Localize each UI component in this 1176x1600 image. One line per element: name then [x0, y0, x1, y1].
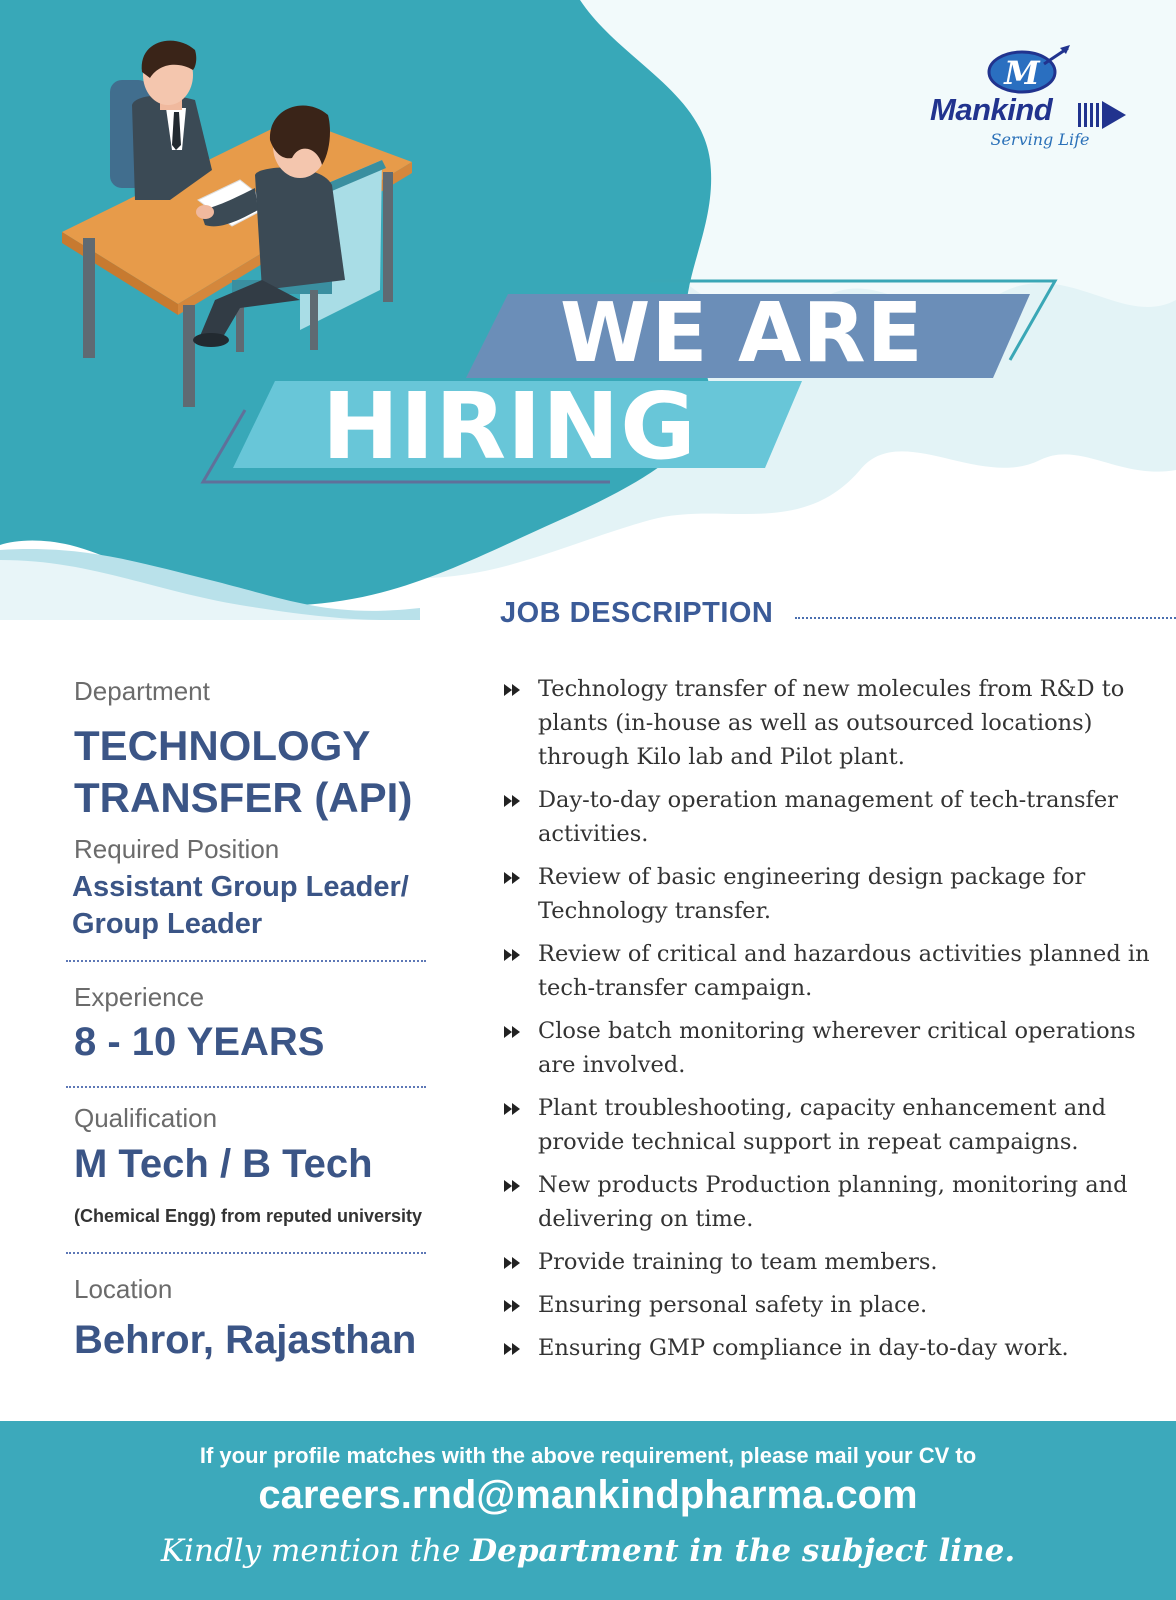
footer-subject-note [0, 1533, 1176, 1569]
qualification-note: (Chemical Engg) from reputed university [74, 1206, 423, 1226]
duty-text: Plant troubleshooting, capacity enhancement and provide technical support in repeat campaigns. [538, 1095, 1107, 1155]
duty-text: Technology transfer of new molecules from R&D to plants (in-house as well as outsourced locations) through Kilo lab and Pilot plant. [538, 676, 1125, 770]
duty-item [500, 1091, 1160, 1159]
experience-label: Experience [74, 982, 205, 1012]
duty-item [500, 937, 1160, 1005]
double-chevron-right-icon [504, 684, 524, 696]
location-label: Location [74, 1274, 173, 1304]
experience-value: 8 - 10 YEARS [74, 1020, 325, 1064]
duty-text: New products Production planning, monitoring and delivering on time. [538, 1172, 1128, 1232]
double-chevron-right-icon [504, 1300, 524, 1312]
position-value: Assistant Group Leader/ Group Leader [72, 871, 409, 940]
duty-item [500, 1288, 1160, 1322]
contact-footer [0, 1421, 1176, 1600]
logo-wordmark: Mankind [930, 92, 1053, 127]
duty-item [500, 672, 1160, 774]
divider [66, 1086, 426, 1088]
footer-instruction: If your profile matches with the above requirement, please mail your CV to [199, 1443, 977, 1468]
contact-email-link[interactable]: careers.rnd@mankindpharma.com [258, 1473, 918, 1517]
duty-item [500, 1331, 1160, 1365]
duty-text: Review of critical and hazardous activities planned in tech-transfer campaign. [538, 941, 1150, 1001]
headline-we-are: WE ARE [560, 286, 924, 381]
mankind-logo [930, 38, 1130, 168]
duty-item [500, 1245, 1160, 1279]
position-label: Required Position [74, 834, 280, 864]
duty-item [500, 783, 1160, 851]
location-value: Behror, Rajasthan [74, 1318, 417, 1362]
job-description-title: JOB DESCRIPTION [500, 597, 774, 629]
duty-text: Ensuring GMP compliance in day-to-day work. [538, 1335, 1069, 1361]
logo-emblem-letter: M [1004, 54, 1040, 92]
duty-item [500, 1014, 1160, 1082]
job-duties-list [500, 672, 1160, 1374]
duty-text: Day-to-day operation management of tech-transfer activities. [538, 787, 1118, 847]
logo-arrow-icon [1078, 101, 1126, 129]
double-chevron-right-icon [504, 1257, 524, 1269]
double-chevron-right-icon [504, 1026, 524, 1038]
double-chevron-right-icon [504, 949, 524, 961]
duty-item [500, 860, 1160, 928]
divider [66, 960, 426, 962]
divider [66, 1252, 426, 1254]
department-value: TECHNOLOGY TRANSFER (API) [74, 722, 413, 821]
duty-item [500, 1168, 1160, 1236]
double-chevron-right-icon [504, 872, 524, 884]
duty-text: Review of basic engineering design package for Technology transfer. [538, 864, 1086, 924]
footer-note-emphasis: Department in the subject line. [470, 1533, 1016, 1569]
qualification-label: Qualification [74, 1103, 218, 1133]
qualification-value: M Tech / B Tech [74, 1142, 373, 1186]
logo-emblem-icon [984, 42, 1074, 98]
duty-text: Ensuring personal safety in place. [538, 1292, 928, 1318]
duty-text: Provide training to team members. [538, 1249, 938, 1275]
footer-note-prefix: Kindly mention the [160, 1533, 471, 1569]
double-chevron-right-icon [504, 795, 524, 807]
headline-hiring: HIRING [322, 373, 697, 480]
double-chevron-right-icon [504, 1343, 524, 1355]
duty-text: Close batch monitoring wherever critical operations are involved. [538, 1018, 1136, 1078]
double-chevron-right-icon [504, 1103, 524, 1115]
department-label: Department [74, 676, 210, 706]
logo-tagline: Serving Life [990, 130, 1090, 149]
job-description-divider [795, 617, 1176, 619]
double-chevron-right-icon [504, 1180, 524, 1192]
